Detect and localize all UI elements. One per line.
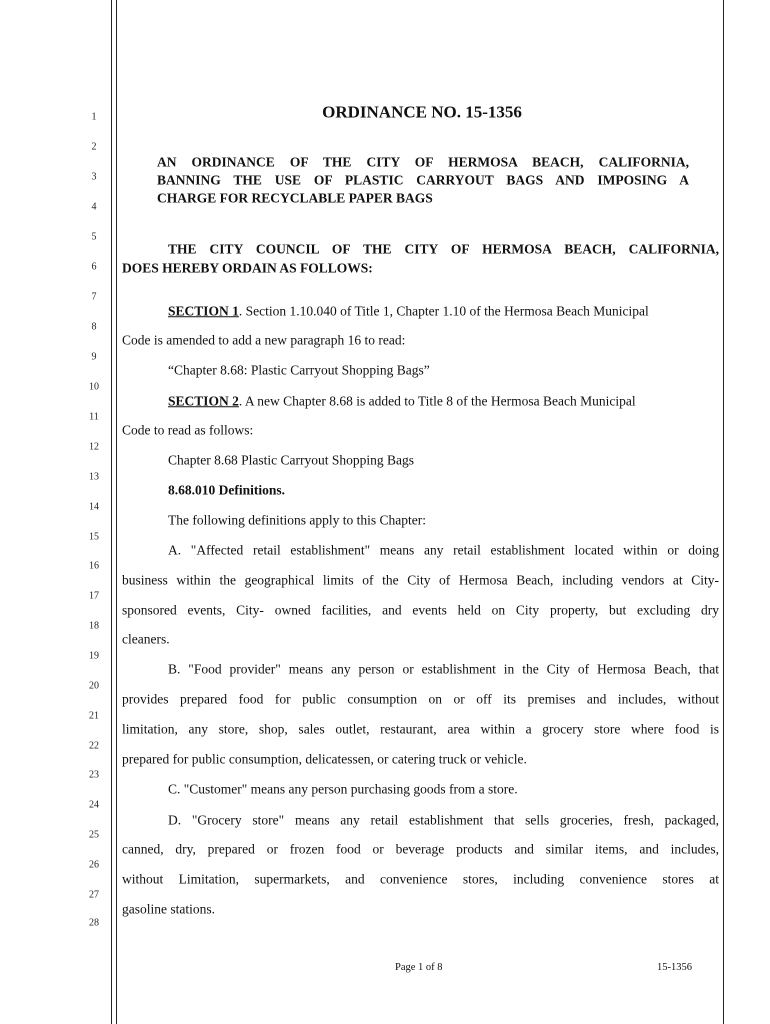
section-1-line-2: Code is amended to add a new paragraph 16 to read: — [122, 332, 406, 348]
preamble-line: DOES HEREBY ORDAIN AS FOLLOWS: — [122, 260, 373, 276]
line-number: 22 — [89, 740, 99, 752]
definition-a-line: A. "Affected retail establishment" means any retail establishment located within or doing — [168, 542, 719, 558]
definition-d-line: D. "Grocery store" means any retail establishment that sells groceries, fresh, packaged, — [168, 812, 719, 828]
line-number: 11 — [89, 411, 99, 423]
page-number: Page 1 of 8 — [395, 961, 443, 973]
line-number: 1 — [91, 111, 97, 123]
line-number: 9 — [91, 351, 97, 363]
line-number: 12 — [89, 441, 99, 453]
document-title: ORDINANCE NO. 15-1356 — [322, 102, 522, 122]
section-2-line-2: Code to read as follows: — [122, 422, 254, 438]
line-number: 7 — [91, 291, 97, 303]
section-1-text: . Section 1.10.040 of Title 1, Chapter 1.10 of the Hermosa Beach Municipal — [238, 303, 649, 319]
chapter-title: Chapter 8.68 Plastic Carryout Shopping Bags — [168, 452, 414, 468]
definition-b-line: limitation, any store, shop, sales outlet, restaurant, area within a grocery store where food is — [122, 721, 719, 737]
section-1-line — [168, 304, 719, 318]
line-number: 20 — [89, 680, 99, 692]
heading-line: AN ORDINANCE OF THE CITY OF HERMOSA BEACH, CALIFORNIA, — [157, 154, 689, 170]
line-number: 16 — [89, 560, 99, 572]
line-number: 13 — [89, 471, 99, 483]
definition-d-line: canned, dry, prepared or frozen food or beverage products and similar items, and includes, — [122, 841, 719, 857]
line-number: 5 — [91, 231, 97, 243]
definitions-heading: 8.68.010 Definitions. — [168, 482, 286, 498]
margin-rule-left-outer — [111, 0, 112, 1024]
line-number: 3 — [91, 171, 97, 183]
line-number: 26 — [89, 859, 99, 871]
line-number: 25 — [89, 829, 99, 841]
footer-doc-number: 15-1356 — [657, 961, 692, 973]
definitions-intro: The following definitions apply to this Chapter: — [168, 512, 426, 528]
section-2-label: SECTION 2 — [168, 393, 239, 409]
definition-d-line: without Limitation, supermarkets, and convenience stores, including convenience stores at — [122, 871, 719, 887]
line-number: 24 — [89, 799, 99, 811]
line-number: 27 — [89, 889, 99, 901]
margin-rule-right — [723, 0, 724, 1024]
line-number: 23 — [89, 769, 99, 781]
margin-rule-left-inner — [116, 0, 117, 1024]
line-number: 2 — [91, 141, 97, 153]
line-number: 18 — [89, 620, 99, 632]
definition-a-line: cleaners. — [122, 631, 170, 647]
heading-line: CHARGE FOR RECYCLABLE PAPER BAGS — [157, 190, 433, 206]
definition-b-line: provides prepared food for public consumption on or off its premises and includes, without — [122, 691, 719, 707]
line-number: 6 — [91, 261, 97, 273]
line-number: 19 — [89, 650, 99, 662]
line-number: 8 — [91, 321, 97, 333]
definition-c-line: C. "Customer" means any person purchasing goods from a store. — [168, 781, 518, 797]
section-2-line — [168, 394, 636, 408]
line-number: 21 — [89, 710, 99, 722]
section-1-label: SECTION 1 — [168, 303, 239, 319]
line-number: 10 — [89, 381, 99, 393]
line-number: 4 — [91, 201, 97, 213]
section-1-quote: “Chapter 8.68: Plastic Carryout Shopping Bags” — [168, 362, 430, 378]
line-number: 28 — [89, 917, 99, 929]
definition-a-line: sponsored events, City- owned facilities, and events held on City property, but excluding dry — [122, 602, 719, 618]
preamble-line: THE CITY COUNCIL OF THE CITY OF HERMOSA BEACH, CALIFORNIA, — [168, 241, 719, 257]
definition-b-line: prepared for public consumption, delicatessen, or catering truck or vehicle. — [122, 751, 527, 767]
definition-d-line: gasoline stations. — [122, 901, 215, 917]
line-number: 15 — [89, 531, 99, 543]
line-number: 14 — [89, 501, 99, 513]
section-2-text: . A new Chapter 8.68 is added to Title 8 of the Hermosa Beach Municipal — [238, 393, 636, 409]
definition-b-line: B. "Food provider" means any person or establishment in the City of Hermosa Beach, that — [168, 661, 719, 677]
line-number: 17 — [89, 590, 99, 602]
definition-a-line: business within the geographical limits of the City of Hermosa Beach, including vendors at City- — [122, 572, 719, 588]
heading-line: BANNING THE USE OF PLASTIC CARRYOUT BAGS AND IMPOSING A — [157, 172, 689, 188]
